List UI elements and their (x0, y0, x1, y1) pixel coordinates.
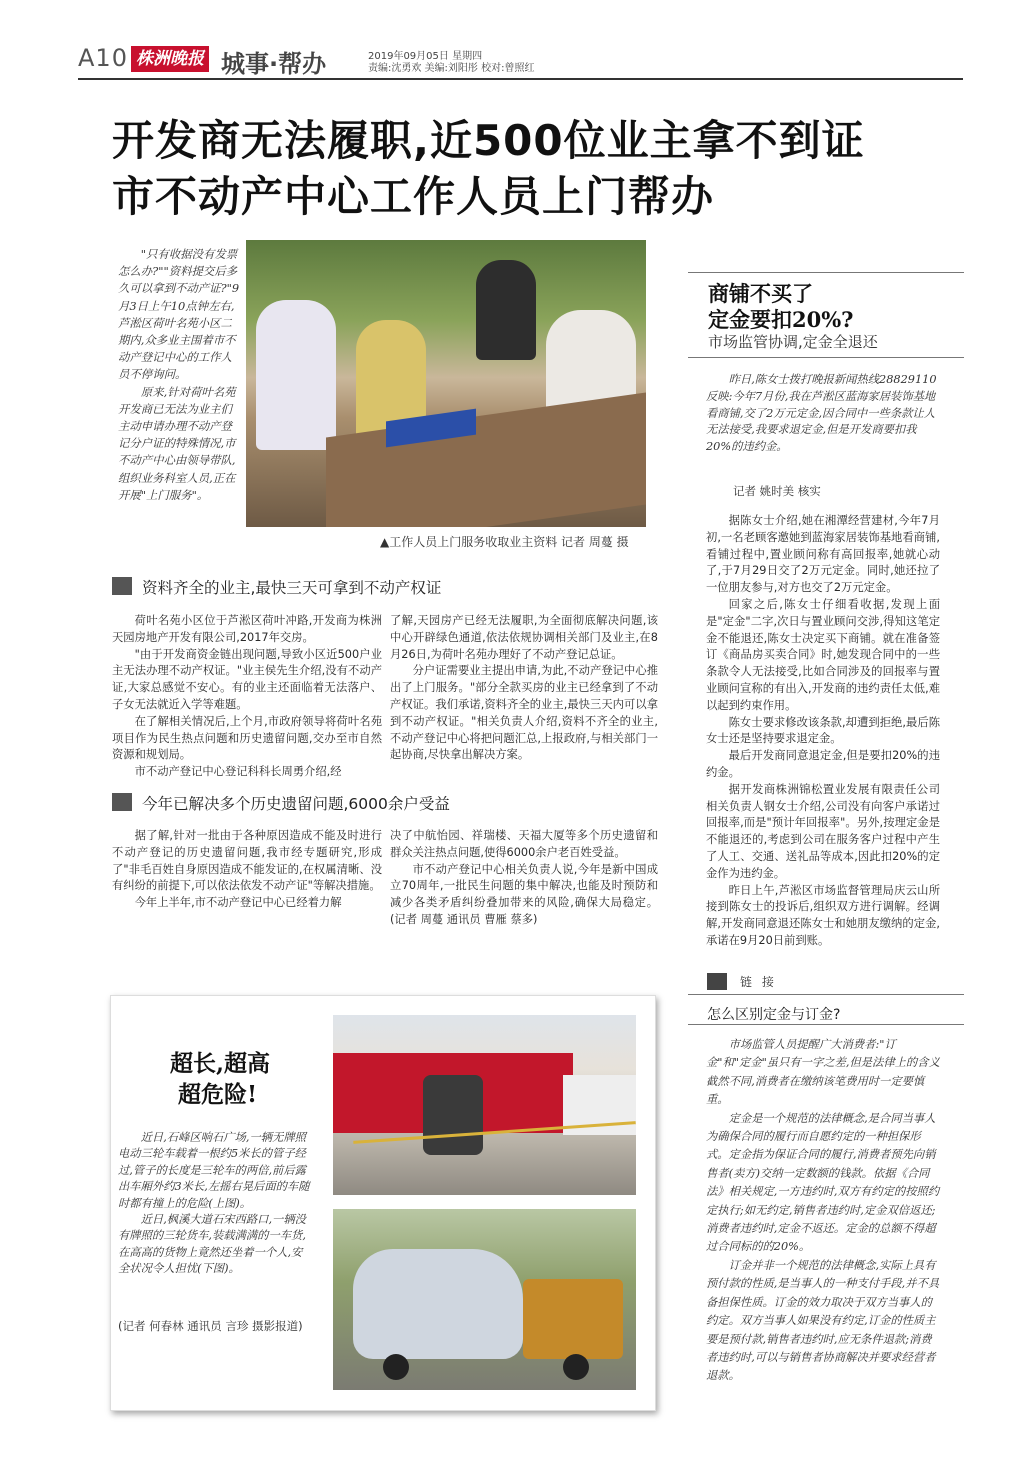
paragraph: 昨日上午,芦淞区市场监督管理局庆云山所接到陈女士的投诉后,组织双方进行调解。经调解,开发商同意退还陈女士和她朋友缴纳的定金,承诺在9月20日前到账。 (706, 883, 940, 947)
link-rule (688, 1024, 964, 1025)
photo-cargo (353, 1249, 523, 1359)
right-title-line-1: 商铺不买了 (708, 281, 813, 306)
issue-date: 2019年09月05日 星期四 (368, 51, 483, 62)
paragraph: 了解,天园房产已经无法履职,为全面彻底解决问题,该中心开辟绿色通道,依法依规协调相关部门及业主,在8月26日,为荷叶名苑办理好了不动产登记总证。 (390, 614, 658, 661)
photo-caption: ▲工作人员上门服务收取业主资料 记者 周蔓 摄 (380, 535, 629, 549)
photo-tricycle (423, 1075, 483, 1155)
box-byline: (记者 何春林 通讯员 言珍 摄影报道) (118, 1319, 303, 1333)
box-title-line-2: 超危险! (178, 1081, 258, 1108)
section2-col1 (112, 828, 382, 912)
link-arrow-icon (707, 973, 727, 990)
right-column-rule (688, 357, 964, 358)
headline-line-1: 开发商无法履职,近500位业主拿不到证 (112, 116, 865, 165)
section2-title: 今年已解决多个历史遗留问题,6000余户受益 (142, 795, 450, 813)
section-marker-icon (112, 577, 132, 595)
paragraph: 昨日,陈女士拨打晚报新闻热线28829110反映:今年7月份,我在芦淞区蓝海家居装饰基地看商铺,交了2万元定金,因合同中一些条款让人无法接受,我要求退定金,但是开发商要扣我20%的违约金。 (706, 373, 937, 454)
right-title-line-2: 定金要扣20%? (708, 307, 854, 332)
page-number: A10 (78, 44, 128, 72)
paragraph: 市不动产登记中心相关负责人说,今年是新中国成立70周年,一批民生问题的集中解决,也能及时预防和减少各类矛盾纠纷叠加带来的风险,确保大局稳定。 (记者 周蔓 通讯员 曹雁 蔡多) (390, 862, 658, 926)
headline-line-2: 市不动产中心工作人员上门帮办 (112, 172, 715, 221)
paragraph: 近日,石峰区响石广场,一辆无牌照电动三轮车载着一根约5米长的管子经过,管子的长度是三轮车的两倍,前后露出车厢外约3米长,左摇右晃后面的车随时都有撞上的危险(上图)。 (118, 1131, 310, 1210)
section2-col2 (390, 828, 658, 929)
right-column-rule (688, 272, 964, 273)
main-photo (246, 240, 646, 527)
paragraph: 市场监管人员提醒广大消费者:"订金"和"定金"虽只有一字之差,但是法律上的含义截然不同,消费者在缴纳该笔费用时一定要慎重。 (706, 1038, 940, 1107)
link-rule (688, 994, 964, 995)
box-text (118, 1130, 312, 1278)
photo-figure (256, 300, 336, 450)
photo-wheel (563, 1354, 589, 1380)
paragraph: 回家之后,陈女士仔细看收据,发现上面是"定金"二字,次日与置业顾问交涉,得知这笔定金不能退还,陈女士决定买下商铺。就在准备签订《商品房买卖合同》时,她发现合同中的一些条款令人无法接受,比如合同涉及的回报率与置业顾问宣称的有出入,开发商的违约责任太低,难以起到约束作用。 (706, 597, 940, 712)
paragraph: 最后开发商同意退定金,但是要扣20%的违约金。 (706, 749, 940, 779)
paragraph: 今年上半年,市不动产登记中心已经着力解 (134, 896, 342, 910)
masthead-rule (78, 78, 963, 80)
box-title-line-1: 超长,超高 (170, 1050, 271, 1077)
right-intro (706, 372, 940, 456)
section-marker-icon (112, 793, 132, 811)
paragraph: 分户证需要业主提出申请,为此,不动产登记中心推出了上门服务。"部分全款买房的业主已经拿到了不动产权证。我们承诺,资料齐全的业主,最快三天内可以拿到不动产权证。"相关负责人介绍,资料不齐全的业主,不动产登记中心将把问题汇总,上报政府,与相关部门一起协商,尽快拿出解决方案。 (390, 664, 658, 762)
right-subtitle: 市场监管协调,定金全退还 (708, 333, 878, 351)
section1-col2 (390, 613, 658, 764)
intro-paragraph: "只有收据没有发票怎么办?""资料提交后多久可以拿到不动产证?"9月3日上午10点钟左右,芦淞区荷叶名苑小区二期内,众多业主围着市不动产登记中心的工作人员不停询问。 (118, 247, 240, 382)
newspaper-logo: 株洲晚报 (131, 46, 209, 72)
editor-credits: 责编:沈勇欢 美编:刘阳彤 校对:曾照红 (368, 63, 535, 74)
paragraph: 据开发商株洲锦松置业发展有限责任公司相关负责人钢女士介绍,公司没有向客户承诺过回报率,而是"预计年回报率"。另外,按理定金是不能退还的,考虑到公司在服务客户过程中产生了人工、交通、送礼品等成本,因此扣20%的定金作为违约金。 (706, 782, 940, 880)
paragraph: 陈女士要求修改该条款,却遭到拒绝,最后陈女士还是坚持要求退定金。 (706, 715, 940, 746)
link-body (706, 1036, 940, 1386)
section-title: 城事·帮办 (221, 50, 327, 78)
paragraph: 近日,枫溪大道石宋西路口,一辆没有牌照的三轮货车,装载满满的一车货,在高高的货物上竟然还坐着一个人,安全状况令人担忧(下图)。 (118, 1213, 306, 1276)
paragraph: 决了中航怡园、祥瑞楼、天福大厦等多个历史遗留和群众关注热点问题,使得6000余户老百姓受益。 (390, 829, 658, 859)
photo-figure (476, 260, 536, 360)
photo-wheel (383, 1354, 409, 1380)
truck-photo (333, 1209, 636, 1390)
section1-col1 (112, 613, 382, 781)
paragraph: 定金是一个规范的法律概念,是合同当事人为确保合同的履行而自愿约定的一种担保形式。定金指为保证合同的履行,消费者预先向销售者(卖方)交纳一定数额的钱款。依据《合同法》相关规定,一方违约时,双方有约定的按照约定执行;如无约定,销售者违约时,定金双倍返还;消费者违约时,定金不返还。定金的总额不得超过合同标的的20%。 (706, 1111, 940, 1254)
right-byline: 记者 姚时美 核实 (733, 484, 821, 498)
intro-text (118, 246, 240, 504)
masthead (0, 0, 1031, 80)
paragraph: 据陈女士介绍,她在湘潭经营建材,今年7月初,一名老顾客邀她到蓝海家居装饰基地看商铺,看铺过程中,置业顾问称有高回报率,她就心动了,于7月29日交了2万元定金。同时,她还拉了一位朋友参与,对方也交了2万元定金。 (706, 514, 940, 595)
paragraph: 据了解,针对一批由于各种原因造成不能及时进行不动产登记的历史遗留问题,我市经专题研究,形成了"非毛百姓自身原因造成不能发证的,在权属清晰、没有纠纷的前提下,可以依法依发不动产证"等解决措施。 (112, 829, 382, 893)
section1-title: 资料齐全的业主,最快三天可拿到不动产权证 (142, 579, 442, 597)
paragraph: 订金并非一个规范的法律概念,实际上具有预付款的性质,是当事人的一种支付手段,并不具备担保性质。订金的效力取决于双方当事人的约定。双方当事人如果没有约定,订金的性质主要是预付款,销售者违约时,应无条件退款;消费者违约时,可以与销售者协商解决并要求经营者退款。 (706, 1258, 940, 1383)
right-body (706, 513, 940, 950)
paragraph: 市不动产登记中心登记科科长周勇介绍,经 (134, 765, 342, 779)
paragraph: "由于开发商资金链出现问题,导致小区近500户业主无法办理不动产权证。"业主侯先生介绍,没有不动产证,大家总感觉不安心。有的业主还面临着无法落户、子女无法就近入学等难题。 (112, 647, 382, 711)
link-title: 怎么区别定金与订金? (707, 1007, 841, 1023)
tricycle-photo (333, 1015, 636, 1195)
paragraph: 荷叶名苑小区位于芦淞区荷叶冲路,开发商为株洲天园房地产开发有限公司,2017年交房。 (112, 614, 382, 644)
link-label: 链 接 (740, 975, 777, 989)
intro-paragraph: 原来,针对荷叶名苑开发商已无法为业主们主动申请办理不动产登记分户证的特殊情况,市不动产中心由领导带队,组织业务科室人员,正在开展"上门服务"。 (118, 384, 236, 502)
paragraph: 在了解相关情况后,上个月,市政府领导将荷叶名苑项目作为民生热点问题和历史遗留问题,交办至市自然资源和规划局。 (112, 714, 382, 762)
photo-truck-cab (523, 1279, 623, 1359)
